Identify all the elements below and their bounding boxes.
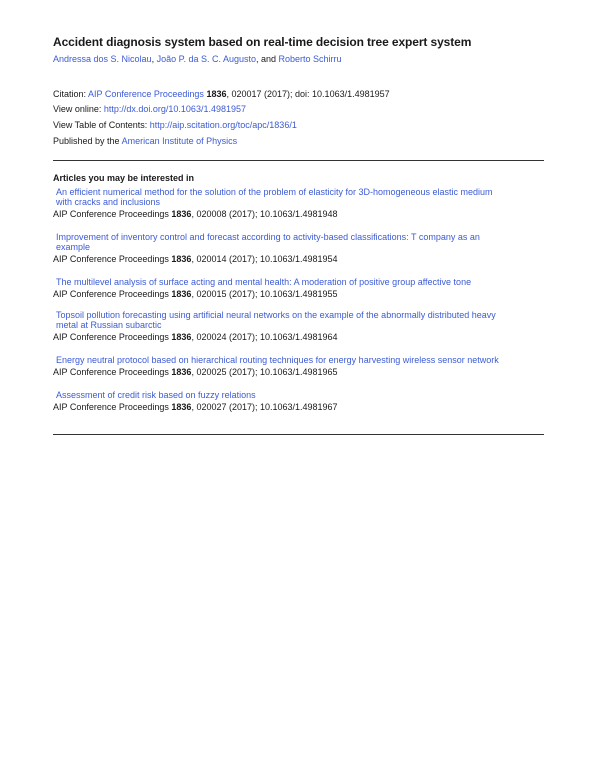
citation-journal-link[interactable]: AIP Conference Proceedings [88,89,204,99]
author-separator: , and [255,54,279,64]
related-article-journal: AIP Conference Proceedings [53,402,172,412]
related-article [53,277,545,300]
related-article-title-link[interactable] [53,390,545,400]
related-article-volume: 1836 [171,289,192,299]
related-article-citation [53,253,545,265]
citation-volume: 1836 [206,89,227,99]
divider-top [53,160,544,161]
related-article-volume: 1836 [171,402,192,412]
related-article-volume: 1836 [171,209,192,219]
related-article-citation [53,288,545,300]
related-article-citation [53,331,545,343]
related-article-citation [53,401,545,413]
related-article-title-line: The multilevel analysis of surface acting and mental health: A moderation of positive group affective tone [56,277,472,287]
divider-bottom [53,434,544,435]
related-article-title-link[interactable] [53,355,545,365]
publisher-link[interactable]: American Institute of Physics [121,136,238,146]
related-article-details: , 020008 (2017); 10.1063/1.4981948 [191,209,338,219]
related-article-details: , 020027 (2017); 10.1063/1.4981967 [191,402,338,412]
related-article [53,232,545,265]
related-article-title-line: An efficient numerical method for the solution of the problem of elasticity for 3D-homogeneous elastic medium [56,187,493,197]
citation-rest: , 020017 (2017); doi: 10.1063/1.4981957 [226,89,390,99]
toc-line [53,120,297,130]
author-separator: , [151,54,157,64]
related-article-title-link[interactable] [53,232,545,252]
related-article-journal: AIP Conference Proceedings [53,254,172,264]
related-article-title-line: with cracks and inclusions [56,197,161,207]
related-article-details: , 020025 (2017); 10.1063/1.4981965 [191,367,338,377]
related-article [53,310,545,343]
author-list [53,54,342,64]
citation-line [53,89,390,99]
related-article-title-line: example [56,242,91,252]
related-article-details: , 020024 (2017); 10.1063/1.4981964 [191,332,338,342]
citation-label: Citation: [53,89,89,99]
related-article [53,390,545,413]
related-article-title-link[interactable] [53,310,545,330]
toc-link[interactable]: http://aip.scitation.org/toc/apc/1836/1 [149,120,297,130]
related-article-details: , 020014 (2017); 10.1063/1.4981954 [191,254,338,264]
view-online-line [53,104,246,114]
publisher-line [53,136,237,146]
paper-title: Accident diagnosis system based on real-time decision tree expert system [53,35,472,49]
view-online-link[interactable]: http://dx.doi.org/10.1063/1.4981957 [103,104,246,114]
related-articles-heading: Articles you may be interested in [53,173,195,183]
publisher-label: Published by the [53,136,122,146]
related-article-title-link[interactable] [53,277,545,287]
related-article-journal: AIP Conference Proceedings [53,289,172,299]
related-article-title-line: Topsoil pollution forecasting using artificial neural networks on the example of the abnormally distributed heavy [56,310,496,320]
related-article-journal: AIP Conference Proceedings [53,332,172,342]
author-link[interactable]: Roberto Schirru [278,54,342,64]
related-article-citation [53,366,545,378]
related-article-title-link[interactable] [53,187,545,207]
related-article-title-line: Assessment of credit risk based on fuzzy relations [56,390,256,400]
related-article-title-line: Energy neutral protocol based on hierarchical routing techniques for energy harvesting wireless sensor network [56,355,499,365]
related-article-volume: 1836 [171,332,192,342]
related-article-title-line: Improvement of inventory control and forecast according to activity-based classifications: T company as an [56,232,480,242]
related-article-details: , 020015 (2017); 10.1063/1.4981955 [191,289,338,299]
related-article-citation [53,208,545,220]
related-article [53,187,545,220]
related-article-journal: AIP Conference Proceedings [53,367,172,377]
related-article [53,355,545,378]
related-article-volume: 1836 [171,367,192,377]
related-article-title-line: metal at Russian subarctic [56,320,162,330]
author-link[interactable]: João P. da S. C. Augusto [156,54,256,64]
related-article-volume: 1836 [171,254,192,264]
author-link[interactable]: Andressa dos S. Nicolau [53,54,152,64]
view-online-label: View online: [53,104,104,114]
related-article-journal: AIP Conference Proceedings [53,209,172,219]
toc-label: View Table of Contents: [53,120,150,130]
